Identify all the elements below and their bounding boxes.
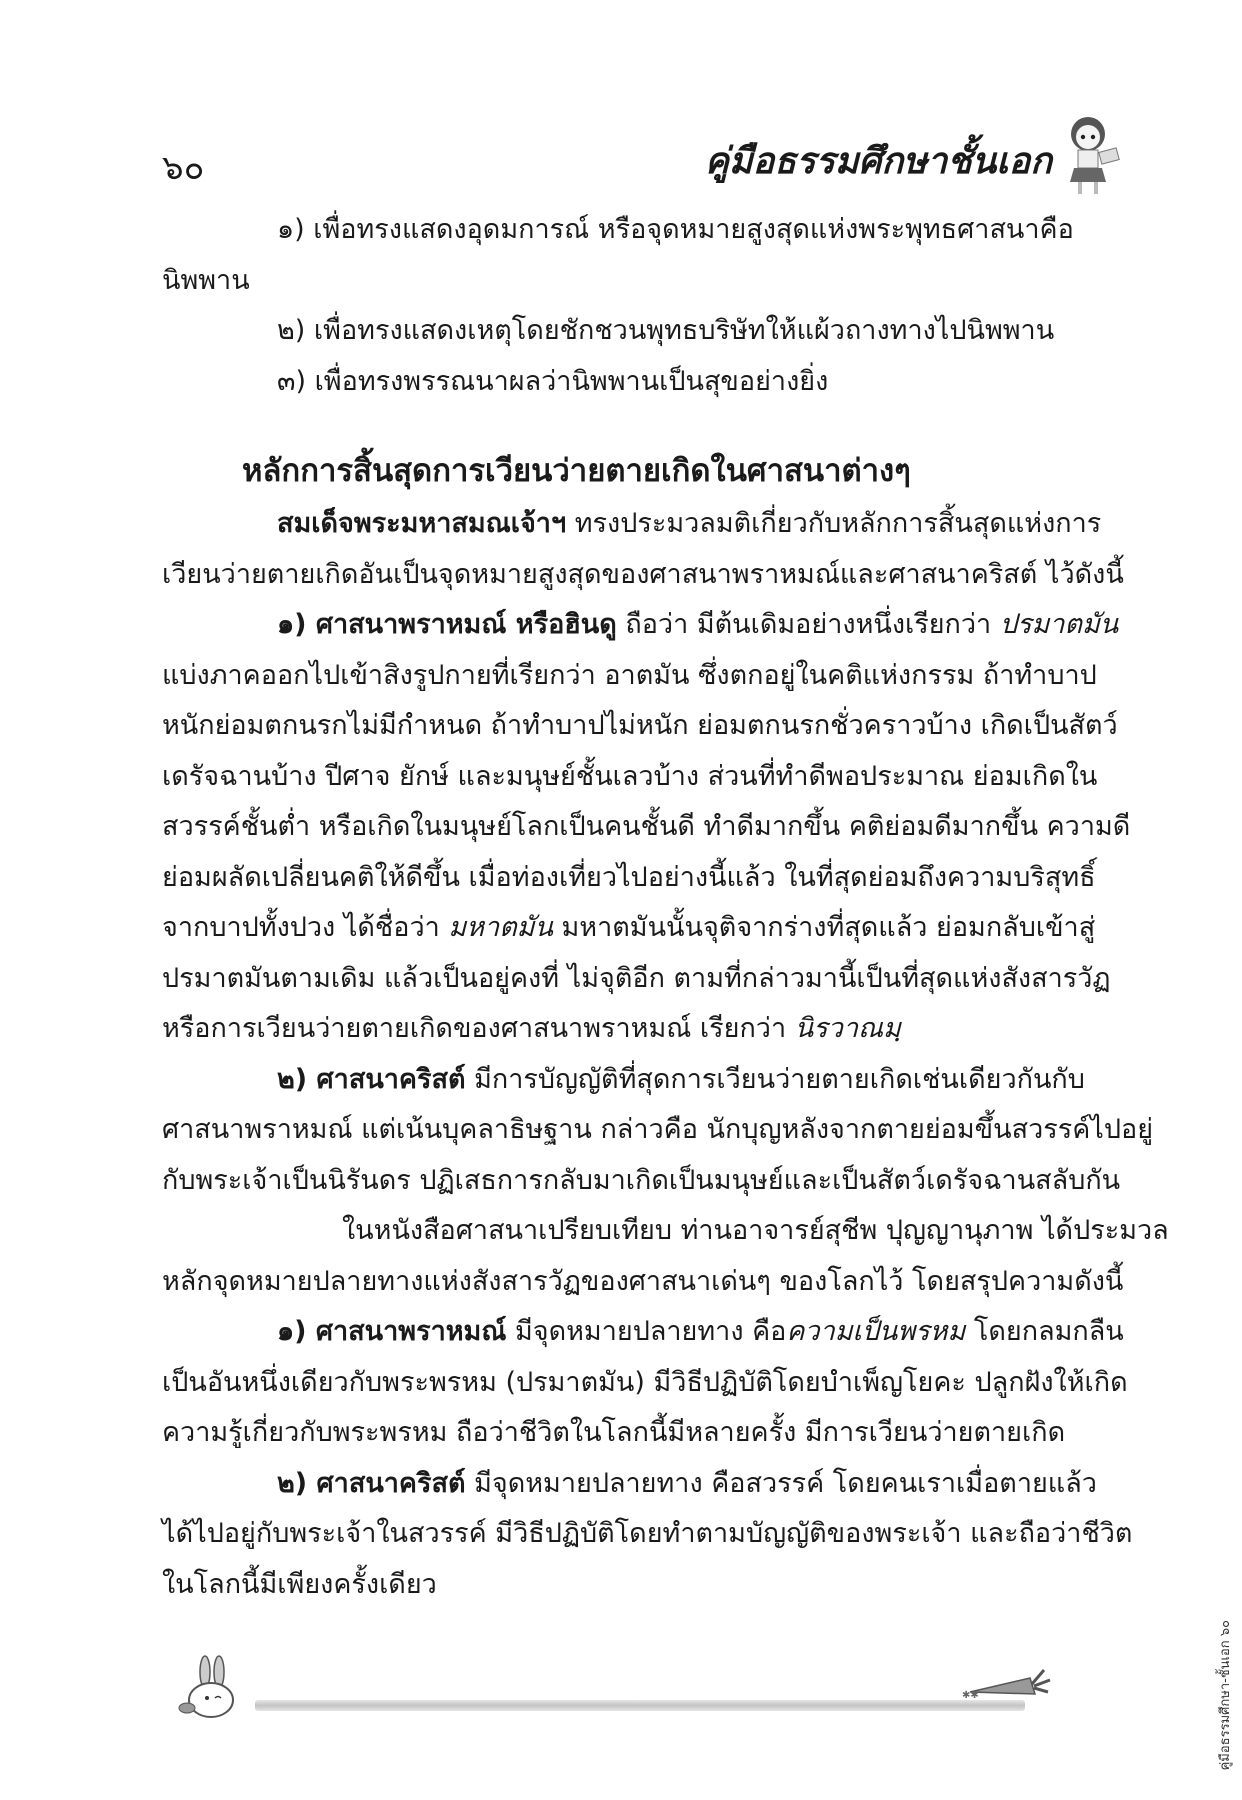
carrot-icon <box>960 1660 1055 1710</box>
paragraph-line: เป็นอันหนึ่งเดียวกับพระพรหม (ปรมาตมัน) มีวิธีปฏิบัติโดยบำเพ็ญโยคะ ปลูกฝังให้เกิด <box>162 1366 1128 1398</box>
list-item-continuation: นิพพาน <box>162 264 250 296</box>
paragraph-line: ในหนังสือศาสนาเปรียบเทียบ ท่านอาจารย์สุชีพ ปุญญานุภาพ ได้ประมวล <box>342 1215 1169 1246</box>
list-item: ๓) เพื่อทรงพรรณนาผลว่านิพพานเป็นสุขอย่างยิ่ง <box>277 365 829 397</box>
bold-lead: ๑) ศาสนาพราหมณ์ <box>277 1316 507 1347</box>
footer-divider <box>255 1700 1025 1711</box>
bunny-icon <box>175 1650 255 1718</box>
bold-lead: ๑) ศาสนาพราหมณ์ หรือฮินดู <box>277 609 617 640</box>
list-item: ๑) เพื่อทรงแสดงอุดมการณ์ หรือจุดหมายสูงสุดแห่งพระพุทธศาสนาคือ <box>277 214 1074 245</box>
paragraph-line: สวรรค์ชั้นต่ำ หรือเกิดในมนุษย์โลกเป็นคนชั้นดี ทำดีมากขึ้น คติย่อมดีมากขึ้น ความดี <box>162 811 1131 842</box>
paragraph-line: ๒) ศาสนาคริสต์ มีการบัญญัติที่สุดการเวียนว่ายตายเกิดเช่นเดียวกันกับ <box>277 1063 1085 1095</box>
paragraph-line: ย่อมผลัดเปลี่ยนคติให้ดีขึ้น เมื่อท่องเที่ยวไปอย่างนี้แล้ว ในที่สุดย่อมถึงความบริสุทธิ์ <box>162 861 1096 893</box>
paragraph-line: หนักย่อมตกนรกไม่มีกำหนด ถ้าทำบาปไม่หนัก ย่อมตกนรกชั่วคราวบ้าง เกิดเป็นสัตว์ <box>162 710 1118 741</box>
paragraph-line: ในโลกนี้มีเพียงครั้งเดียว <box>162 1568 437 1600</box>
paragraph-line: สมเด็จพระมหาสมณเจ้าฯ ทรงประมวลมติเกี่ยวกับหลักการสิ้นสุดแห่งการ <box>277 508 1102 539</box>
paragraph-line: หรือการเวียนว่ายตายเกิดของศาสนาพราหมณ์ เรียกว่า นิรวาณมฺ <box>162 1013 901 1044</box>
paragraph-line: จากบาปทั้งปวง ได้ชื่อว่า มหาตมัน มหาตมันนั้นจุติจากร่างที่สุดแล้ว ย่อมกลับเข้าสู่ <box>162 912 1096 943</box>
spine-text: คู่มือธรรมศึกษา-ชั้นเอก ๖๐ <box>1218 1620 1233 1771</box>
paragraph-line: แบ่งภาคออกไปเข้าสิงรูปกายที่เรียกว่า อาตมัน ซึ่งตกอยู่ในคติแห่งกรรม ถ้าทำบาป <box>162 659 1097 691</box>
document-body <box>162 205 1169 1610</box>
paragraph-line: หลักจุดหมายปลายทางแห่งสังสารวัฏของศาสนาเด่นๆ ของโลกไว้ โดยสรุปความดังนี้ <box>162 1265 1124 1297</box>
paragraph-line: ๑) ศาสนาพราหมณ์ หรือฮินดู ถือว่า มีต้นเดิมอย่างหนึ่งเรียกว่า ปรมาตมัน <box>277 609 1119 640</box>
paragraph-line: ๒) ศาสนาคริสต์ มีจุดหมายปลายทาง คือสวรรค์ โดยคนเราเมื่อตายแล้ว <box>277 1467 1097 1499</box>
running-title: คู่มือธรรมศึกษาชั้นเอก <box>704 141 1052 182</box>
paragraph-line: เวียนว่ายตายเกิดอันเป็นจุดหมายสูงสุดของศาสนาพราหมณ์และศาสนาคริสต์ ไว้ดังนี้ <box>162 558 1124 590</box>
paragraph-line: เดรัจฉานบ้าง ปีศาจ ยักษ์ และมนุษย์ชั้นเลวบ้าง ส่วนที่ทำดีพอประมาณ ย่อมเกิดใน <box>162 760 1098 792</box>
schoolgirl-mascot-icon <box>1060 112 1122 202</box>
section-heading: หลักการสิ้นสุดการเวียนว่ายตายเกิดในศาสนาต่างๆ <box>242 453 911 489</box>
paragraph-line: ปรมาตมันตามเดิม แล้วเป็นอยู่คงที่ ไม่จุติอีก ตามที่กล่าวมานี้เป็นที่สุดแห่งสังสารวัฏ <box>162 962 1111 994</box>
paragraph-line: กับพระเจ้าเป็นนิรันดร ปฏิเสธการกลับมาเกิดเป็นมนุษย์และเป็นสัตว์เดรัจฉานสลับกัน <box>162 1164 1121 1196</box>
bold-lead: สมเด็จพระมหาสมณเจ้าฯ <box>277 508 567 539</box>
paragraph-line: ๑) ศาสนาพราหมณ์ มีจุดหมายปลายทาง คือความเป็นพรหม โดยกลมกลืน <box>277 1316 1124 1347</box>
page-number: ๖๐ <box>162 148 205 188</box>
svg-text:✱✱: ✱✱ <box>962 1690 979 1701</box>
paragraph-line: ความรู้เกี่ยวกับพระพรหม ถือว่าชีวิตในโลกนี้มีหลายครั้ง มีการเวียนว่ายตายเกิด <box>162 1417 1066 1448</box>
bold-lead: ๒) ศาสนาคริสต์ <box>277 1467 466 1499</box>
paragraph-line: ศาสนาพราหมณ์ แต่เน้นบุคลาธิษฐาน กล่าวคือ นักบุญหลังจากตายย่อมขึ้นสวรรค์ไปอยู่ <box>162 1114 1154 1145</box>
bold-lead: ๒) ศาสนาคริสต์ <box>277 1063 466 1095</box>
list-item: ๒) เพื่อทรงแสดงเหตุโดยชักชวนพุทธบริษัทให้แผ้วถางทางไปนิพพาน <box>277 315 1055 346</box>
paragraph-line: ได้ไปอยู่กับพระเจ้าในสวรรค์ มีวิธีปฏิบัติโดยทำตามบัญญัติของพระเจ้า และถือว่าชีวิต <box>162 1518 1133 1549</box>
